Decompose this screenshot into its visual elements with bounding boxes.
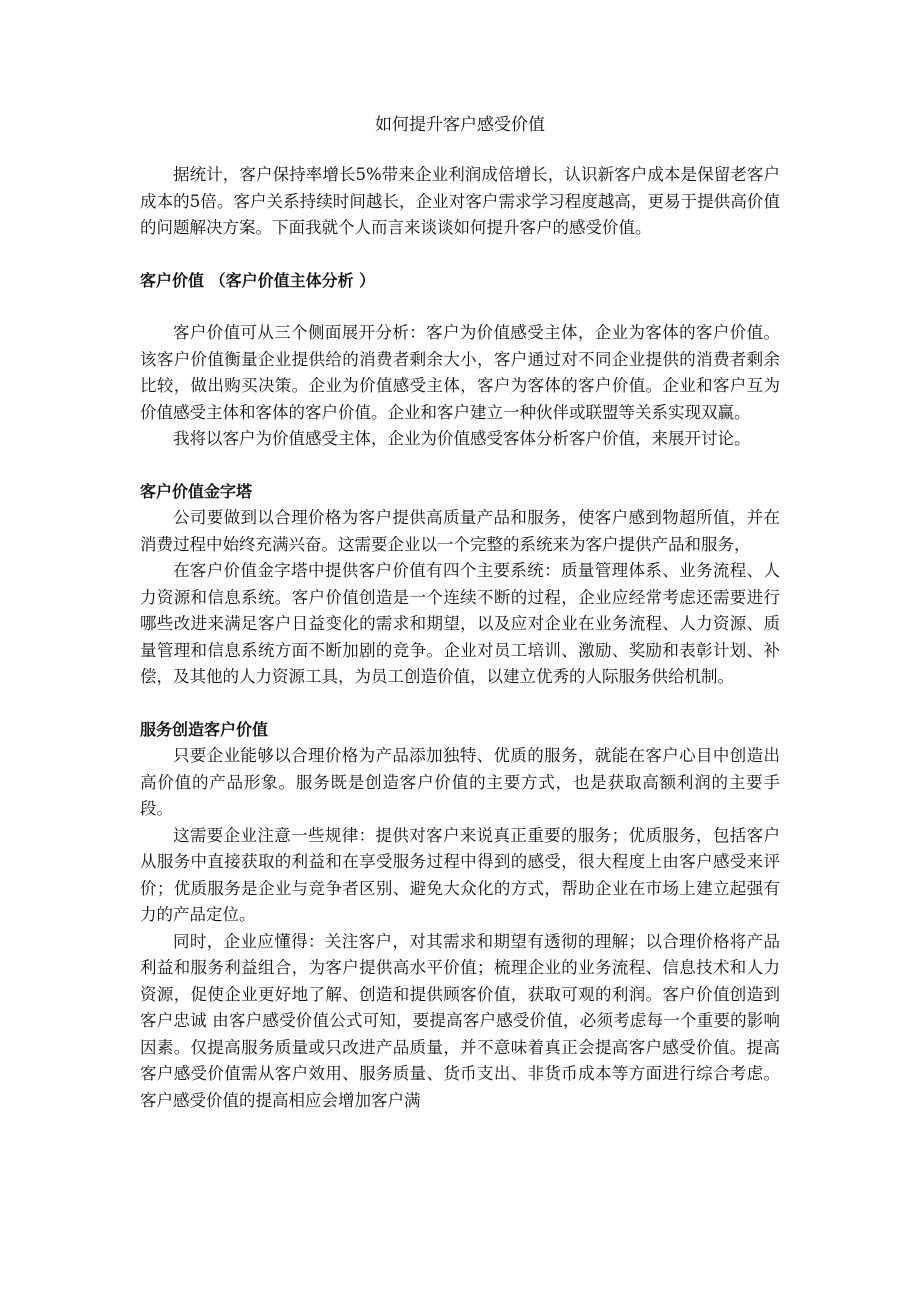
section-heading-customer-value: 客户价值 （客户价值主体分析 ） (140, 270, 376, 290)
paragraph: 这需要企业注意一些规律：提供对客户来说真正重要的服务；优质服务，包括客户从服务中直接获取的利益和在享受服务过程中得到的感受，很大程度上由客户感受来评价；优质服务是企业与竞争者区别、避免大众化的方式，帮助企业在市场上建立起强有力的产品定位。 (140, 825, 780, 924)
paragraph: 我将以客户为价值感受主体，企业为价值感受客体分析客户价值，来展开讨论。 (173, 429, 751, 448)
paragraph: 在客户价值金字塔中提供客户价值有四个主要系统：质量管理体系、业务流程、人力资源和信息系统。客户价值创造是一个连续不断的过程，企业应经常考虑还需要进行哪些改进来满足客户日益变化的需求和期望，以及应对企业在业务流程、人力资源、质量管理和信息系统方面不断加剧的竞争。企业对员工培训、激励、奖励和表彰计划、补偿，及其他的人力资源工具，为员工创造价值，以建立优秀的人际服务供给机制。 (140, 561, 780, 686)
paragraph: 同时，企业应懂得：关注客户，对其需求和期望有透彻的理解；以合理价格将产品利益和服务利益组合，为客户提供高水平价值；梳理企业的业务流程、信息技术和人力资源，促使企业更好地了解、创造和提供顾客价值，获取可观的利润。客户价值创造到客户忠诚 由客户感受价值公式可知，要提高客户感受价值，必须考虑每一个重要的影响因素。仅提高服务质量或只改进产品质量，并不意味着真正会提高客户感受价值。提高客户感受价值需从客户效用、服务质量、货币支出、非货币成本等方面进行综合考虑。客户感受价值的提高相应会增加客户满 (140, 931, 780, 1110)
paragraph: 只要企业能够以合理价格为产品添加独特、优质的服务，就能在客户心目中创造出高价值的产品形象。服务既是创造客户价值的主要方式，也是获取高额利润的主要手段。 (140, 746, 780, 818)
section-heading-value-pyramid: 客户价值金字塔 (140, 481, 253, 501)
section-heading-service-value: 服务创造客户价值 (140, 719, 269, 739)
intro-paragraph: 据统计，客户保持率增长5%带来企业利润成倍增长，认识新客户成本是保留老客户成本的5倍。客户关系持续时间越长，企业对客户需求学习程度越高，更易于提供高价值的问题解决方案。下面我就个人而言来谈谈如何提升客户的感受价值。 (140, 165, 780, 237)
document-page (140, 110, 780, 1114)
paragraph: 公司要做到以合理价格为客户提供高质量产品和服务，使客户感到物超所值，并在消费过程中始终充满兴奋。这需要企业以一个完整的系统来为客户提供产品和服务， (140, 508, 780, 554)
document-title: 如何提升客户感受价值 (375, 115, 545, 135)
paragraph: 客户价值可从三个侧面展开分析：客户为价值感受主体，企业为客体的客户价值。该客户价值衡量企业提供给的消费者剩余大小，客户通过对不同企业提供的消费者剩余比较，做出购买决策。企业为价值感受主体，客户为客体的客户价值。企业和客户互为价值感受主体和客体的客户价值。企业和客户建立一种伙伴或联盟等关系实现双赢。 (140, 323, 780, 422)
